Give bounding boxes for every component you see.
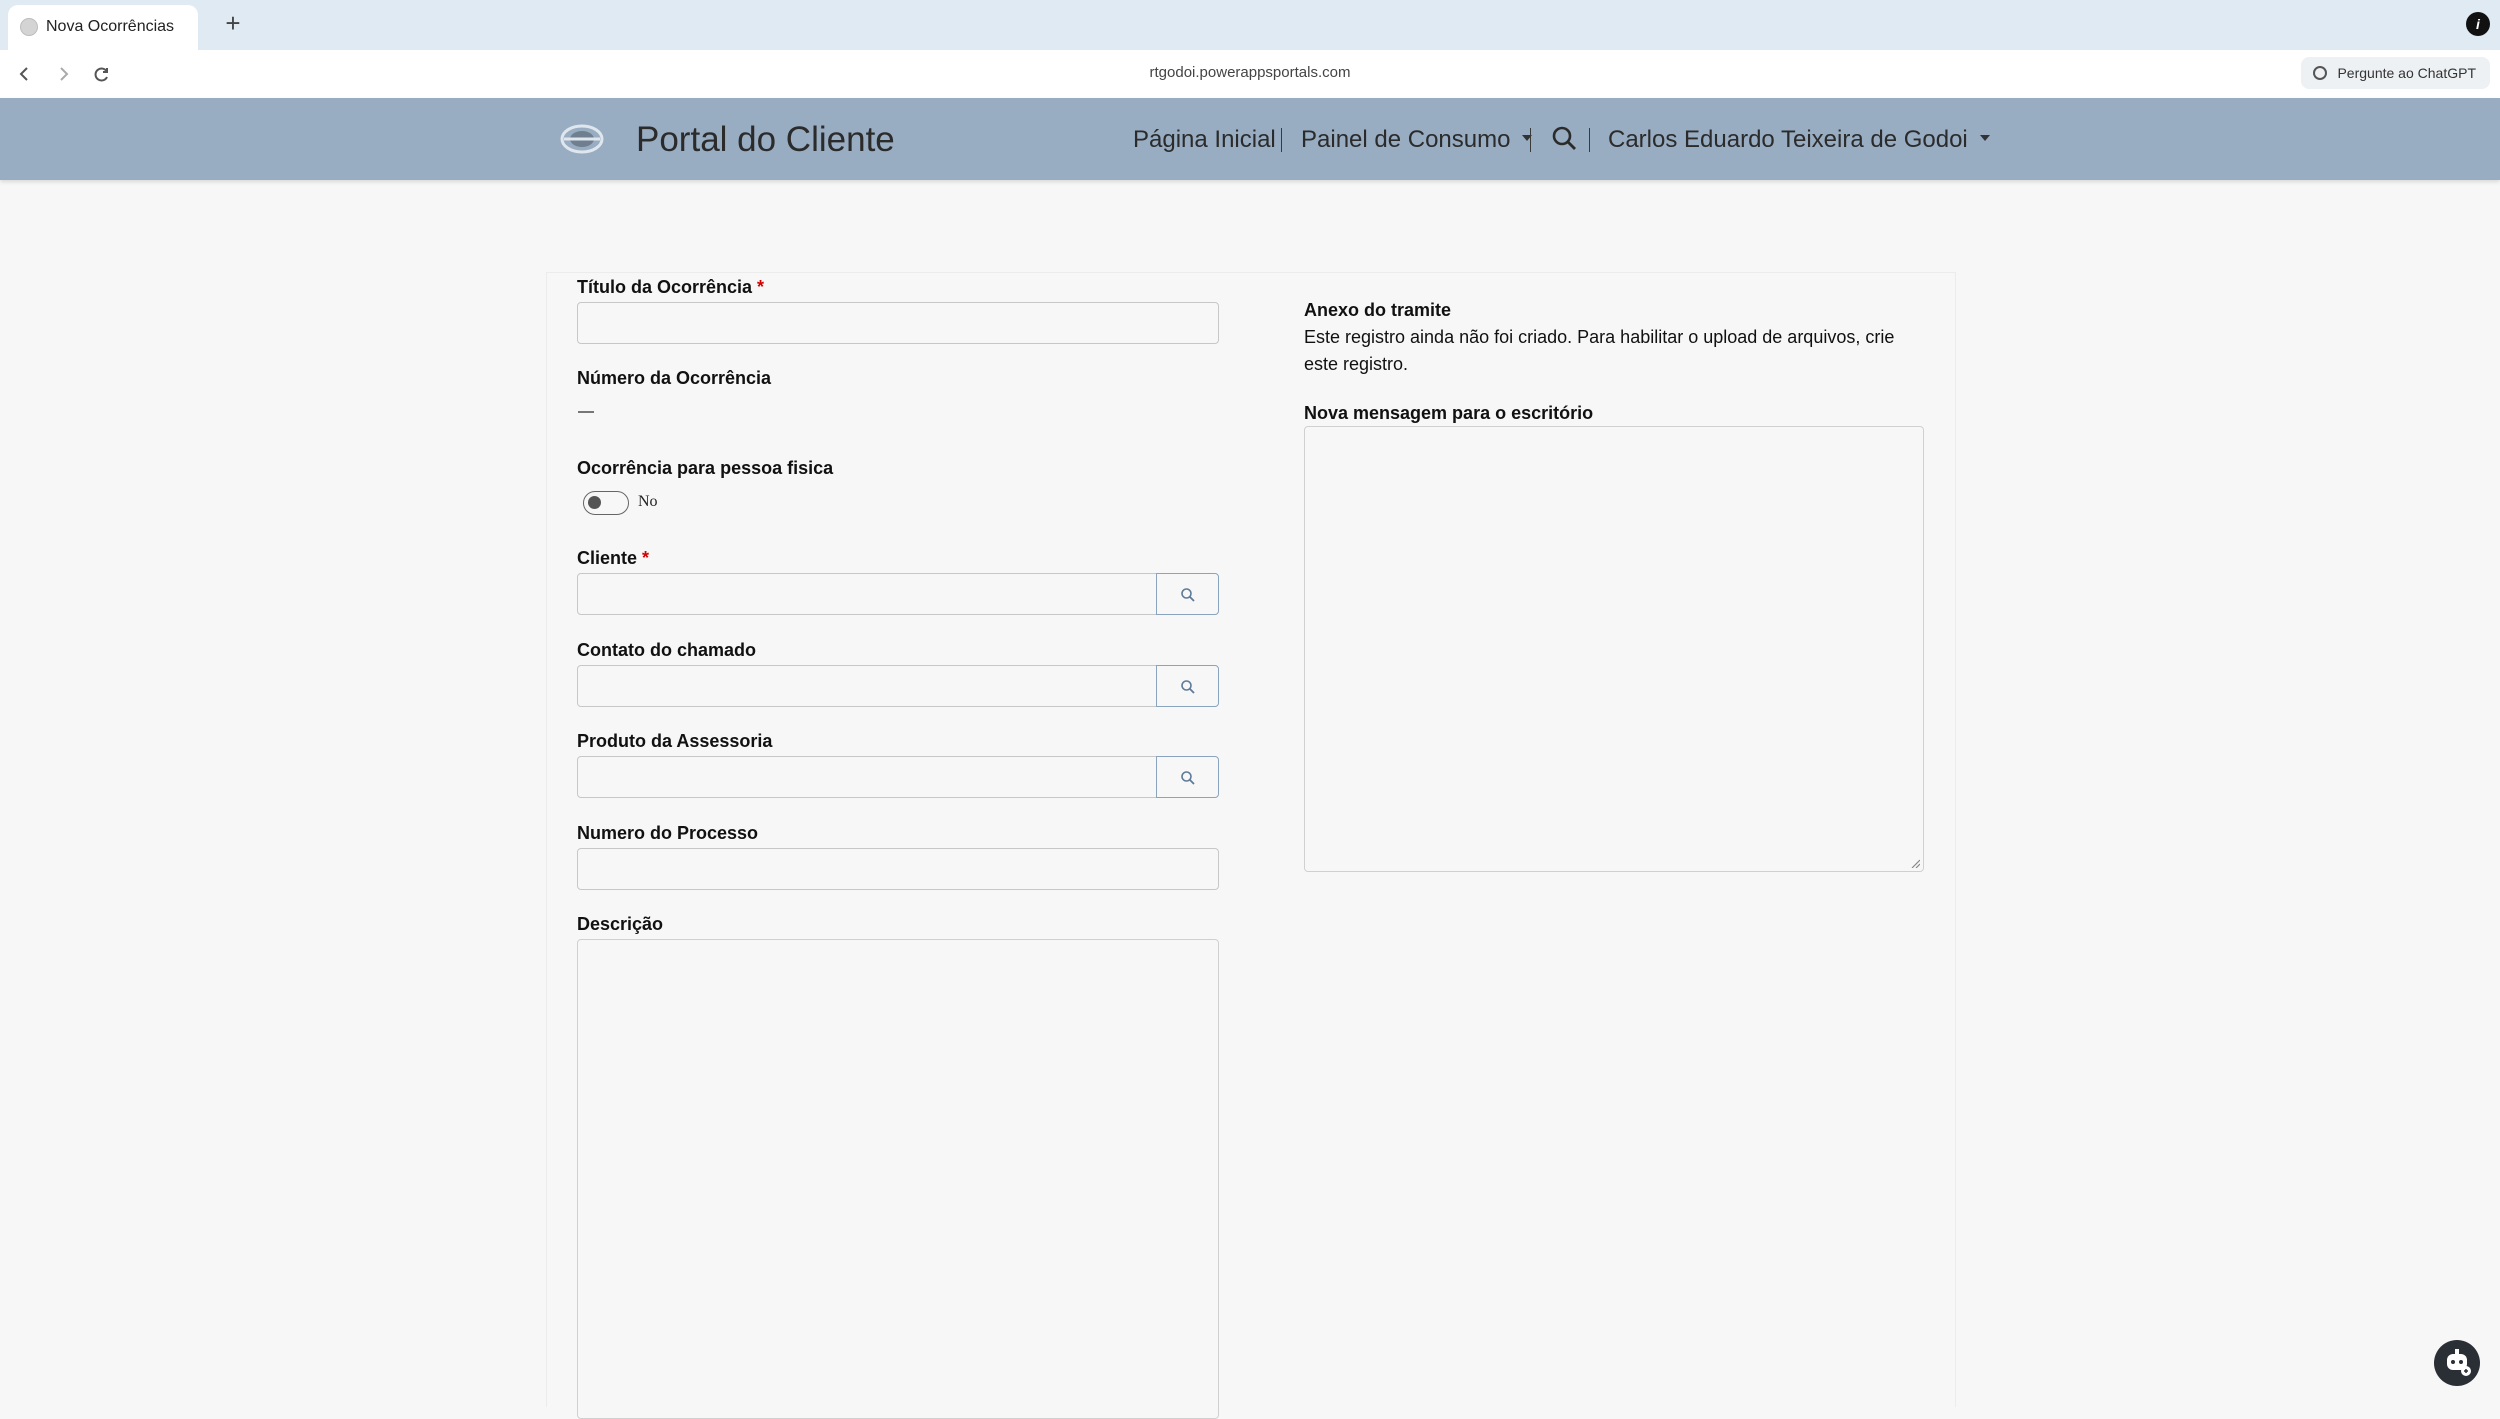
pessoa-fisica-toggle[interactable] [583,491,629,515]
nav-home[interactable]: Página Inicial [1133,126,1276,153]
search-icon [1180,587,1196,603]
contato-label: Contato do chamado [577,640,756,660]
cliente-label [577,548,649,569]
nav-consumption-label: Painel de Consumo [1301,126,1511,153]
anexo-info-text: Este registro ainda não foi criado. Para habilitar o upload de arquivos, crie este registro. [1304,327,1895,374]
chatgpt-icon [2313,66,2327,80]
browser-tab[interactable] [8,5,198,50]
cliente-lookup [577,573,1219,615]
titulo-input[interactable] [577,302,1219,344]
url-field[interactable]: rtgodoi.powerappsportals.com [1149,64,1351,81]
portal-logo[interactable] [560,122,604,156]
extension-icon[interactable]: i [2466,12,2490,36]
browser-tab-bar [0,0,2500,50]
numero-label: Número da Ocorrência [577,368,772,388]
globe-icon [20,18,38,36]
search-icon [1180,679,1196,695]
processo-input[interactable] [577,848,1219,890]
pessoa-fisica-label: Ocorrência para pessoa fisica [577,458,834,478]
descricao-textarea[interactable] [577,939,1219,1419]
produto-input[interactable] [577,756,1157,798]
toggle-knob [588,496,601,509]
chatgpt-button-label: Pergunte ao ChatGPT [2337,65,2476,81]
cliente-label-text: Cliente [577,548,638,568]
contato-input[interactable] [577,665,1157,707]
produto-search-button[interactable] [1156,756,1219,798]
required-mark: * [757,277,765,297]
support-bot-icon[interactable] [2434,1340,2480,1386]
contato-search-button[interactable] [1156,665,1219,707]
browser-tab-title: Nova Ocorrências [46,18,175,35]
nav-consumption-dropdown[interactable] [1301,126,1532,154]
portal-header [0,98,2500,180]
nav-divider [1589,128,1590,152]
contato-lookup [577,665,1219,707]
new-tab-button[interactable]: + [225,8,241,38]
nav-divider [1281,128,1282,152]
portal-title[interactable]: Portal do Cliente [636,120,895,159]
numero-empty-value [578,411,594,413]
anexo-label: Anexo do tramite [1304,300,1452,320]
produto-lookup [577,756,1219,798]
descricao-label: Descrição [577,914,664,934]
resize-handle-icon[interactable] [1910,858,1920,868]
processo-label: Numero do Processo [577,823,759,843]
cliente-input[interactable] [577,573,1157,615]
nav-user-dropdown[interactable] [1608,126,1990,154]
titulo-label [577,277,764,298]
cliente-search-button[interactable] [1156,573,1219,615]
nav-user-name: Carlos Eduardo Teixeira de Godoi [1608,126,1968,153]
nav-divider [1530,128,1531,152]
required-mark: * [642,548,650,568]
chevron-down-icon [1980,135,1990,141]
titulo-label-text: Título da Ocorrência [577,277,753,297]
mensagem-textarea[interactable] [1304,426,1924,872]
produto-label: Produto da Assessoria [577,731,773,751]
search-icon[interactable] [1550,124,1578,152]
pessoa-fisica-value: No [638,493,658,510]
search-icon [1180,770,1196,786]
mensagem-label: Nova mensagem para o escritório [1304,403,1594,423]
address-bar [0,50,2500,99]
chatgpt-button[interactable] [2301,57,2490,89]
